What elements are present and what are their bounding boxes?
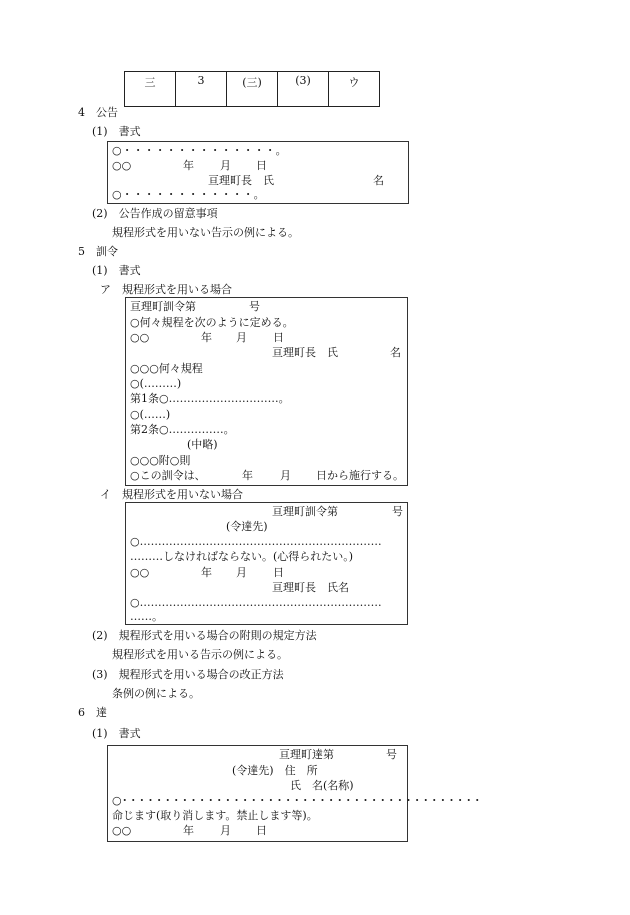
notice-line-2-day: 日 xyxy=(256,159,267,172)
directive-recipient-name: 氏 名(名称) xyxy=(290,779,354,792)
notice-line-1: ○・・・・・・・・・・・・・・。 xyxy=(112,144,287,157)
order-a-date-day: 日 xyxy=(273,331,284,344)
section-5-item-1: (1) 書式 xyxy=(92,264,141,277)
order-a-caption-2: ○(……) xyxy=(130,408,171,421)
notice-line-2-era: ○○ xyxy=(112,159,132,172)
section-6-heading: 6 達 xyxy=(78,706,107,719)
order-a-effective-month: 月 xyxy=(280,469,291,482)
table-cell: (三) xyxy=(227,72,278,107)
order-a-title: ○○○何々規程 xyxy=(130,362,203,375)
directive-body-dots: ○・・・・・・・・・・・・・・・・・・・・・・・・・・・・・・・・・・・・・・・・・・ xyxy=(112,794,481,807)
directive-number-label: 亘理町達第 xyxy=(279,748,334,761)
directive-date-era: ○○ xyxy=(112,824,132,837)
notice-line-2-month: 月 xyxy=(220,159,231,172)
order-b-date-month: 月 xyxy=(236,566,247,579)
section-4-heading: 4 公告 xyxy=(78,106,118,119)
table-cell: (3) xyxy=(278,72,329,107)
order-a-date-year: 年 xyxy=(201,331,212,344)
order-a-signer-name: 名 xyxy=(390,346,401,359)
order-b-date-day: 日 xyxy=(273,566,284,579)
order-a-omitted: (中略) xyxy=(187,438,218,451)
order-b-recipient: (令達先) xyxy=(226,520,268,533)
directive-recipient-address: (令達先) 住 所 xyxy=(232,764,318,777)
section-5-sub-b: イ 規程形式を用いない場合 xyxy=(100,488,243,501)
order-a-caption-1: ○(………) xyxy=(130,377,182,390)
order-b-body-3: ○………………………………………………………… xyxy=(130,596,382,609)
order-b-signer: 亘理町長 氏名 xyxy=(272,581,349,594)
order-a-effective-day: 日から施行する。 xyxy=(316,469,404,482)
order-a-signer: 亘理町長 氏 xyxy=(272,346,338,359)
order-a-effective-year: 年 xyxy=(242,469,253,482)
order-a-article-1: 第1条○…………………………。 xyxy=(130,392,290,405)
directive-date-year: 年 xyxy=(183,824,194,837)
order-a-article-2: 第2条○……………。 xyxy=(130,423,235,436)
section-6-item-1: (1) 書式 xyxy=(92,727,141,740)
order-b-date-era: ○○ xyxy=(130,566,150,579)
order-a-supplementary: ○○○附○則 xyxy=(130,454,191,467)
table-cell: 三 xyxy=(125,72,176,107)
order-a-enact: ○何々規程を次のように定める。 xyxy=(130,316,294,329)
directive-date-month: 月 xyxy=(220,824,231,837)
section-5-heading: 5 訓令 xyxy=(78,245,118,258)
order-b-number-suffix: 号 xyxy=(392,505,403,518)
directive-date-day: 日 xyxy=(256,824,267,837)
table-row xyxy=(125,72,380,107)
notice-line-2-year: 年 xyxy=(183,159,194,172)
order-b-body-1: ○………………………………………………………… xyxy=(130,535,382,548)
section-5-sub-a: ア 規程形式を用いる場合 xyxy=(100,283,232,296)
order-b-body-4: ……。 xyxy=(130,610,163,623)
table-cell: 3 xyxy=(176,72,227,107)
order-b-number-label: 亘理町訓令第 xyxy=(272,505,338,518)
order-a-number-suffix: 号 xyxy=(249,300,260,313)
section-5-item-3-body: 条例の例による。 xyxy=(112,687,200,700)
directive-body: 命じます(取り消します。禁止します等)。 xyxy=(112,809,318,822)
directive-number-suffix: 号 xyxy=(386,748,397,761)
section-4-item-2: (2) 公告作成の留意事項 xyxy=(92,207,218,220)
notice-signer-name: 名 xyxy=(373,174,384,187)
notice-line-4: ○・・・・・・・・・・・・。 xyxy=(112,188,265,201)
notice-signer: 亘理町長 氏 xyxy=(208,174,274,187)
order-a-date-era: ○○ xyxy=(130,331,150,344)
order-a-date-month: 月 xyxy=(236,331,247,344)
top-table xyxy=(124,71,380,107)
section-4-item-2-body: 規程形式を用いない告示の例による。 xyxy=(112,226,299,239)
order-a-number-label: 亘理町訓令第 xyxy=(130,300,196,313)
order-a-effective: ○この訓令は、 xyxy=(130,469,206,482)
table-cell: ウ xyxy=(329,72,380,107)
order-b-body-2: ………しなければならない。(心得られたい。) xyxy=(130,550,354,563)
section-5-item-2-body: 規程形式を用いる告示の例による。 xyxy=(112,648,288,661)
order-b-date-year: 年 xyxy=(201,566,212,579)
section-5-item-3: (3) 規程形式を用いる場合の改正方法 xyxy=(92,668,284,681)
section-5-item-2: (2) 規程形式を用いる場合の附則の規定方法 xyxy=(92,629,317,642)
section-4-item-1: (1) 書式 xyxy=(92,125,141,138)
